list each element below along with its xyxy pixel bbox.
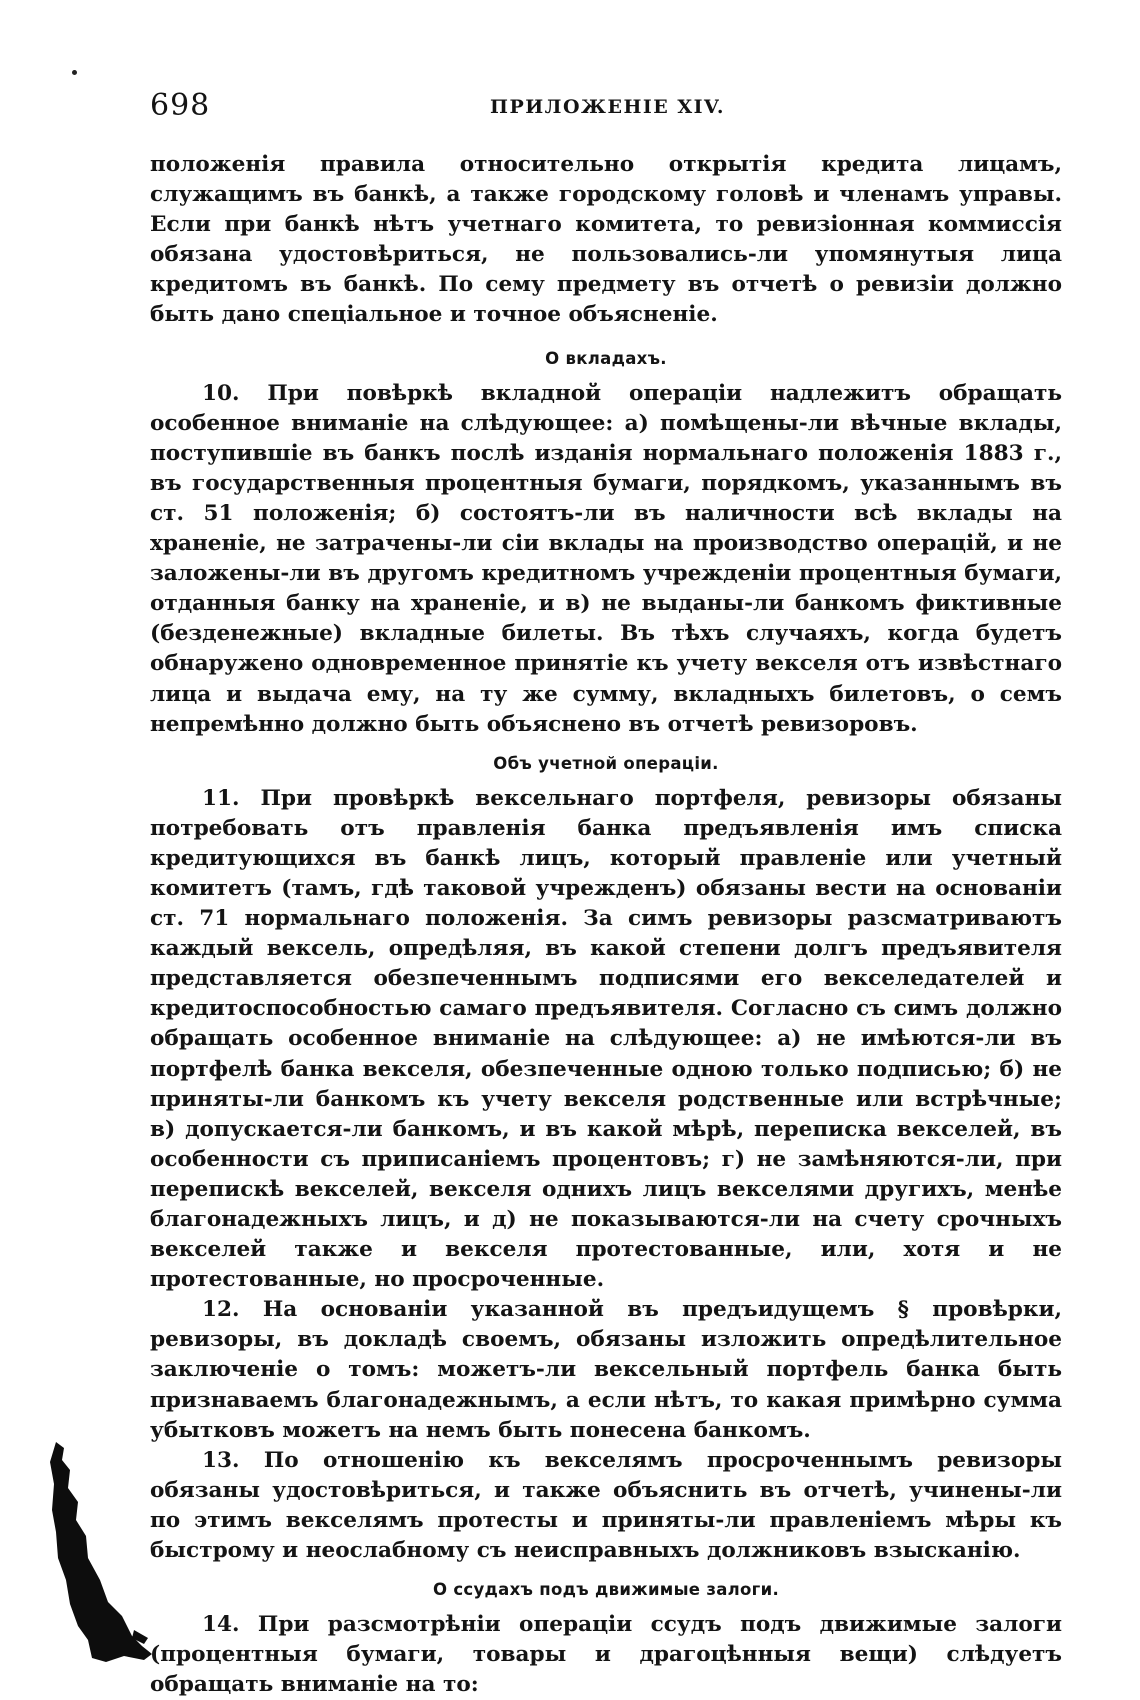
section-heading-loans: О ссудахъ подъ движимые залоги. (432, 1580, 780, 1600)
section-heading-discount: Объ учетной операціи. (493, 753, 719, 773)
paragraph-14: 14. При разсмотрѣніи операціи ссудъ подъ движимые залоги (процентныя бумаги, товары и драгоцѣнныя вещи) слѣдуетъ обращать вниманіе на то: (150, 1612, 1062, 1698)
page-header (150, 88, 1062, 128)
margin-scan-stain (48, 1440, 158, 1670)
paragraph-12: 12. На основаніи указанной въ предъидущемъ § провѣрки, ревизоры, въ докладѣ своемъ, обязаны изложить опредѣлительное заключеніе о томъ: можетъ-ли вексельный портфель банка быть признаваемъ благонадежнымъ, а если нѣтъ, то какая примѣрно сумма убытковъ можетъ на немъ быть понесена банкомъ. (150, 1297, 1062, 1443)
intro-paragraph: положенія правила относительно открытія кредита лицамъ, служащимъ въ банкѣ, а также городскому головѣ и членамъ управы. Если при банкѣ нѣтъ учетнаго комитета, то ревизіонная коммиссія обязана удостовѣриться, не пользовались-ли упомянутыя лица кредитомъ въ банкѣ. По сему предмету въ отчетѣ о ревизіи должно быть дано спеціальное и точное объясненіе. (150, 152, 1062, 328)
page-number: 698 (150, 88, 211, 123)
section-heading-deposits: О вкладахъ. (545, 348, 667, 368)
running-head: ПРИЛОЖЕНІЕ XIV. (490, 96, 726, 118)
scan-speck (72, 70, 77, 75)
body-text (150, 150, 1062, 1700)
paragraph-10: 10. При повѣркѣ вкладной операціи надлежитъ обращать особенное вниманіе на слѣдующее: а) помѣщены-ли вѣчные вклады, поступившіе въ банкъ послѣ изданія нормальнаго положенія 1883 г., въ государственныя процентныя бумаги, порядкомъ, указаннымъ въ ст. 51 положенія; б) состоятъ-ли въ наличности всѣ вклады на храненіе, не затрачены-ли сіи вклады на производство операцій, и не заложены-ли въ другомъ кредитномъ учрежденіи процентныя бумаги, отданныя банку на храненіе, и в) не выданы-ли банкомъ фиктивные (безденежные) вкладные билеты. Въ тѣхъ случаяхъ, когда будетъ обнаружено одновременное принятіе къ учету векселя отъ извѣстнаго лица и выдача ему, на ту же сумму, вкладныхъ билетовъ, о семъ непремѣнно должно быть объяснено въ отчетѣ ревизоровъ. (150, 380, 1062, 737)
paragraph-13: 13. По отношенію къ векселямъ просроченнымъ ревизоры обязаны удостовѣриться, и также объяснить въ отчетѣ, учинены-ли по этимъ векселямъ протесты и приняты-ли правленіемъ мѣры къ быстрому и неослабному съ неисправныхъ должниковъ взысканію. (150, 1447, 1062, 1564)
paragraph-11: 11. При провѣркѣ вексельнаго портфеля, ревизоры обязаны потребовать отъ правленія банка предъявленія имъ списка кредитующихся въ банкѣ лицъ, который правленіе или учетный комитетъ (тамъ, гдѣ таковой учрежденъ) обязаны вести на основаніи ст. 71 нормальнаго положенія. За симъ ревизоры разсматриваютъ каждый вексель, опредѣляя, въ какой степени долгъ предъявителя представляется обезпеченнымъ подписями его векселедателей и кредитоспособностью самаго предъявителя. Согласно съ симъ должно обращать особенное вниманіе на слѣдующее: а) не имѣются-ли въ портфелѣ банка векселя, обезпеченные одною только подписью; б) не приняты-ли банкомъ къ учету векселя родственные или встрѣчные; в) допускается-ли банкомъ, и въ какой мѣрѣ, переписка векселей, въ особенности съ приписаніемъ процентовъ; г) не замѣняются-ли, при перепискѣ векселей, векселя однихъ лицъ векселями другихъ, менѣе благонадежныхъ лицъ, и д) не показываются-ли на счету срочныхъ векселей также и векселя протестованные, или, хотя и не протестованные, но просроченные. (150, 785, 1062, 1293)
